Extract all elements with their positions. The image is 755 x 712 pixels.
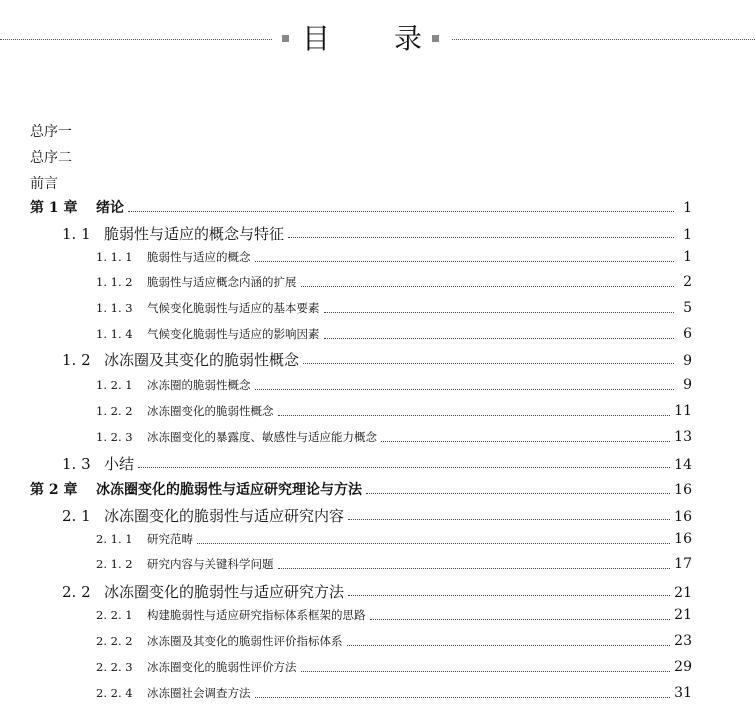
toc-entry-number: 1. 2. 1 <box>96 378 133 392</box>
toc-entry-page: 9 <box>683 377 692 393</box>
toc-entry-page: 1 <box>683 249 692 265</box>
toc-subsection-entry[interactable] <box>96 249 692 265</box>
toc-entry-number: 2. 2. 1 <box>96 608 133 622</box>
toc-entry-number: 1. 1. 2 <box>96 275 133 289</box>
toc-entry-page: 5 <box>683 300 692 316</box>
toc-subsection-entry[interactable] <box>96 659 692 675</box>
dot-leader <box>255 697 671 698</box>
toc-entry-number: 2. 1 <box>62 507 91 525</box>
toc-entry-number: 第 2 章 <box>30 482 78 498</box>
toc-entry-title: 构建脆弱性与适应研究指标体系框架的思路 <box>147 608 366 622</box>
dot-leader <box>278 415 671 416</box>
toc-subsection-entry[interactable] <box>96 607 692 623</box>
toc-subsection-entry[interactable] <box>96 531 692 547</box>
toc-entry-number: 2. 2. 3 <box>96 660 133 674</box>
dot-leader <box>370 619 671 620</box>
toc-entry-number: 1. 1. 3 <box>96 301 133 315</box>
toc-entry-number: 1. 3 <box>62 455 91 473</box>
toc-entry-page: 2 <box>683 274 692 290</box>
toc-entry-page: 29 <box>674 659 692 675</box>
dot-leader <box>301 671 671 672</box>
toc-entry-title: 研究内容与关键科学问题 <box>147 557 274 571</box>
toc-entry-title: 冰冻圈变化的脆弱性概念 <box>147 404 274 418</box>
heading-char-mu: 目 <box>302 22 331 55</box>
toc-entry-title: 小结 <box>104 455 135 473</box>
dot-leader <box>348 519 670 520</box>
toc-entry-number: 1. 1 <box>62 225 91 243</box>
toc-entry-title: 冰冻圈变化的脆弱性评价方法 <box>147 660 297 674</box>
toc-entry-page: 31 <box>674 685 692 701</box>
toc-subsection-entry[interactable] <box>96 300 692 316</box>
dot-leader <box>324 338 675 339</box>
toc-entry-number: 1. 1. 1 <box>96 250 133 264</box>
dot-leader <box>347 645 671 646</box>
toc-entry-title: 脆弱性与适应的概念与特征 <box>104 225 285 243</box>
toc-entry-title: 冰冻圈社会调查方法 <box>147 686 251 700</box>
dot-leader <box>348 595 670 596</box>
dot-leader <box>303 363 674 364</box>
toc-entry-page: 21 <box>674 607 692 623</box>
dot-leader <box>128 211 674 212</box>
dot-leader <box>324 312 675 313</box>
dot-leader <box>301 286 675 287</box>
dot-leader <box>138 467 670 468</box>
toc-entry-number: 2. 1. 2 <box>96 557 133 571</box>
toc-entry-number: 2. 2. 2 <box>96 634 133 648</box>
toc-entry-page: 16 <box>674 531 692 547</box>
toc-entry-number: 2. 2. 4 <box>96 686 133 700</box>
toc-subsection-entry[interactable] <box>96 685 692 701</box>
toc-entry-page: 13 <box>674 429 692 445</box>
dotted-rule-left <box>0 39 272 40</box>
dotted-rule-right <box>452 39 755 40</box>
toc-entry-title: 研究范畴 <box>147 532 193 546</box>
toc-section-entry[interactable] <box>62 581 692 602</box>
dot-leader <box>197 543 670 544</box>
front-matter-preface-1: 总序一 <box>30 124 72 140</box>
toc-entry-page: 16 <box>674 482 692 498</box>
toc-subsection-entry[interactable] <box>96 403 692 419</box>
toc-entry-page: 1 <box>683 200 692 216</box>
dot-leader <box>278 568 671 569</box>
toc-subsection-entry[interactable] <box>96 633 692 649</box>
toc-entry-page: 16 <box>674 509 692 525</box>
toc-entry-title: 冰冻圈及其变化的脆弱性概念 <box>104 351 300 369</box>
toc-entry-title: 气候变化脆弱性与适应的影响因素 <box>147 327 320 341</box>
toc-entry-number: 第 1 章 <box>30 200 78 216</box>
dot-leader <box>366 493 670 494</box>
toc-entry-page: 14 <box>674 457 692 473</box>
toc-entry-title: 冰冻圈及其变化的脆弱性评价指标体系 <box>147 634 343 648</box>
toc-entry-number: 1. 2 <box>62 351 91 369</box>
square-bullet-icon <box>282 35 289 42</box>
dot-leader <box>288 237 674 238</box>
toc-entry-title: 脆弱性与适应的概念 <box>147 250 251 264</box>
dot-leader <box>255 389 675 390</box>
toc-entry-title: 冰冻圈变化的脆弱性与适应研究理论与方法 <box>96 482 362 498</box>
toc-entry-number: 1. 1. 4 <box>96 327 133 341</box>
toc-entry-page: 9 <box>683 353 692 369</box>
toc-chapter-entry[interactable] <box>30 197 692 217</box>
toc-entry-page: 6 <box>683 326 692 342</box>
front-matter-foreword: 前言 <box>30 176 58 192</box>
square-bullet-icon <box>432 35 439 42</box>
dot-leader <box>381 441 670 442</box>
toc-entry-title: 绪论 <box>96 200 124 216</box>
toc-entry-title: 气候变化脆弱性与适应的基本要素 <box>147 301 320 315</box>
toc-entry-number: 2. 1. 1 <box>96 532 133 546</box>
toc-entry-title: 冰冻圈变化的脆弱性与适应研究方法 <box>104 583 345 601</box>
toc-section-entry[interactable] <box>62 349 692 370</box>
toc-entry-number: 1. 2. 3 <box>96 430 133 444</box>
front-matter-preface-2: 总序二 <box>30 150 72 166</box>
toc-section-entry[interactable] <box>62 223 692 244</box>
toc-subsection-entry[interactable] <box>96 274 692 290</box>
toc-subsection-entry[interactable] <box>96 556 692 572</box>
toc-entry-title: 冰冻圈的脆弱性概念 <box>147 378 251 392</box>
toc-entry-title: 脆弱性与适应概念内涵的扩展 <box>147 275 297 289</box>
toc-entry-number: 2. 2 <box>62 583 91 601</box>
toc-chapter-entry[interactable] <box>30 479 692 499</box>
heading-char-lu: 录 <box>394 22 423 55</box>
toc-entry-title: 冰冻圈变化的暴露度、敏感性与适应能力概念 <box>147 430 377 444</box>
toc-subsection-entry[interactable] <box>96 429 692 445</box>
toc-subsection-entry[interactable] <box>96 326 692 342</box>
toc-entry-page: 1 <box>683 227 692 243</box>
toc-section-entry[interactable] <box>62 505 692 526</box>
toc-entry-number: 1. 2. 2 <box>96 404 133 418</box>
toc-subsection-entry[interactable] <box>96 377 692 393</box>
toc-section-entry[interactable] <box>62 453 692 474</box>
dot-leader <box>255 261 675 262</box>
toc-entry-page: 11 <box>674 403 692 419</box>
toc-heading <box>0 22 755 58</box>
toc-entry-page: 21 <box>674 585 692 601</box>
toc-entry-page: 23 <box>674 633 692 649</box>
toc-entry-page: 17 <box>674 556 692 572</box>
toc-entry-title: 冰冻圈变化的脆弱性与适应研究内容 <box>104 507 345 525</box>
